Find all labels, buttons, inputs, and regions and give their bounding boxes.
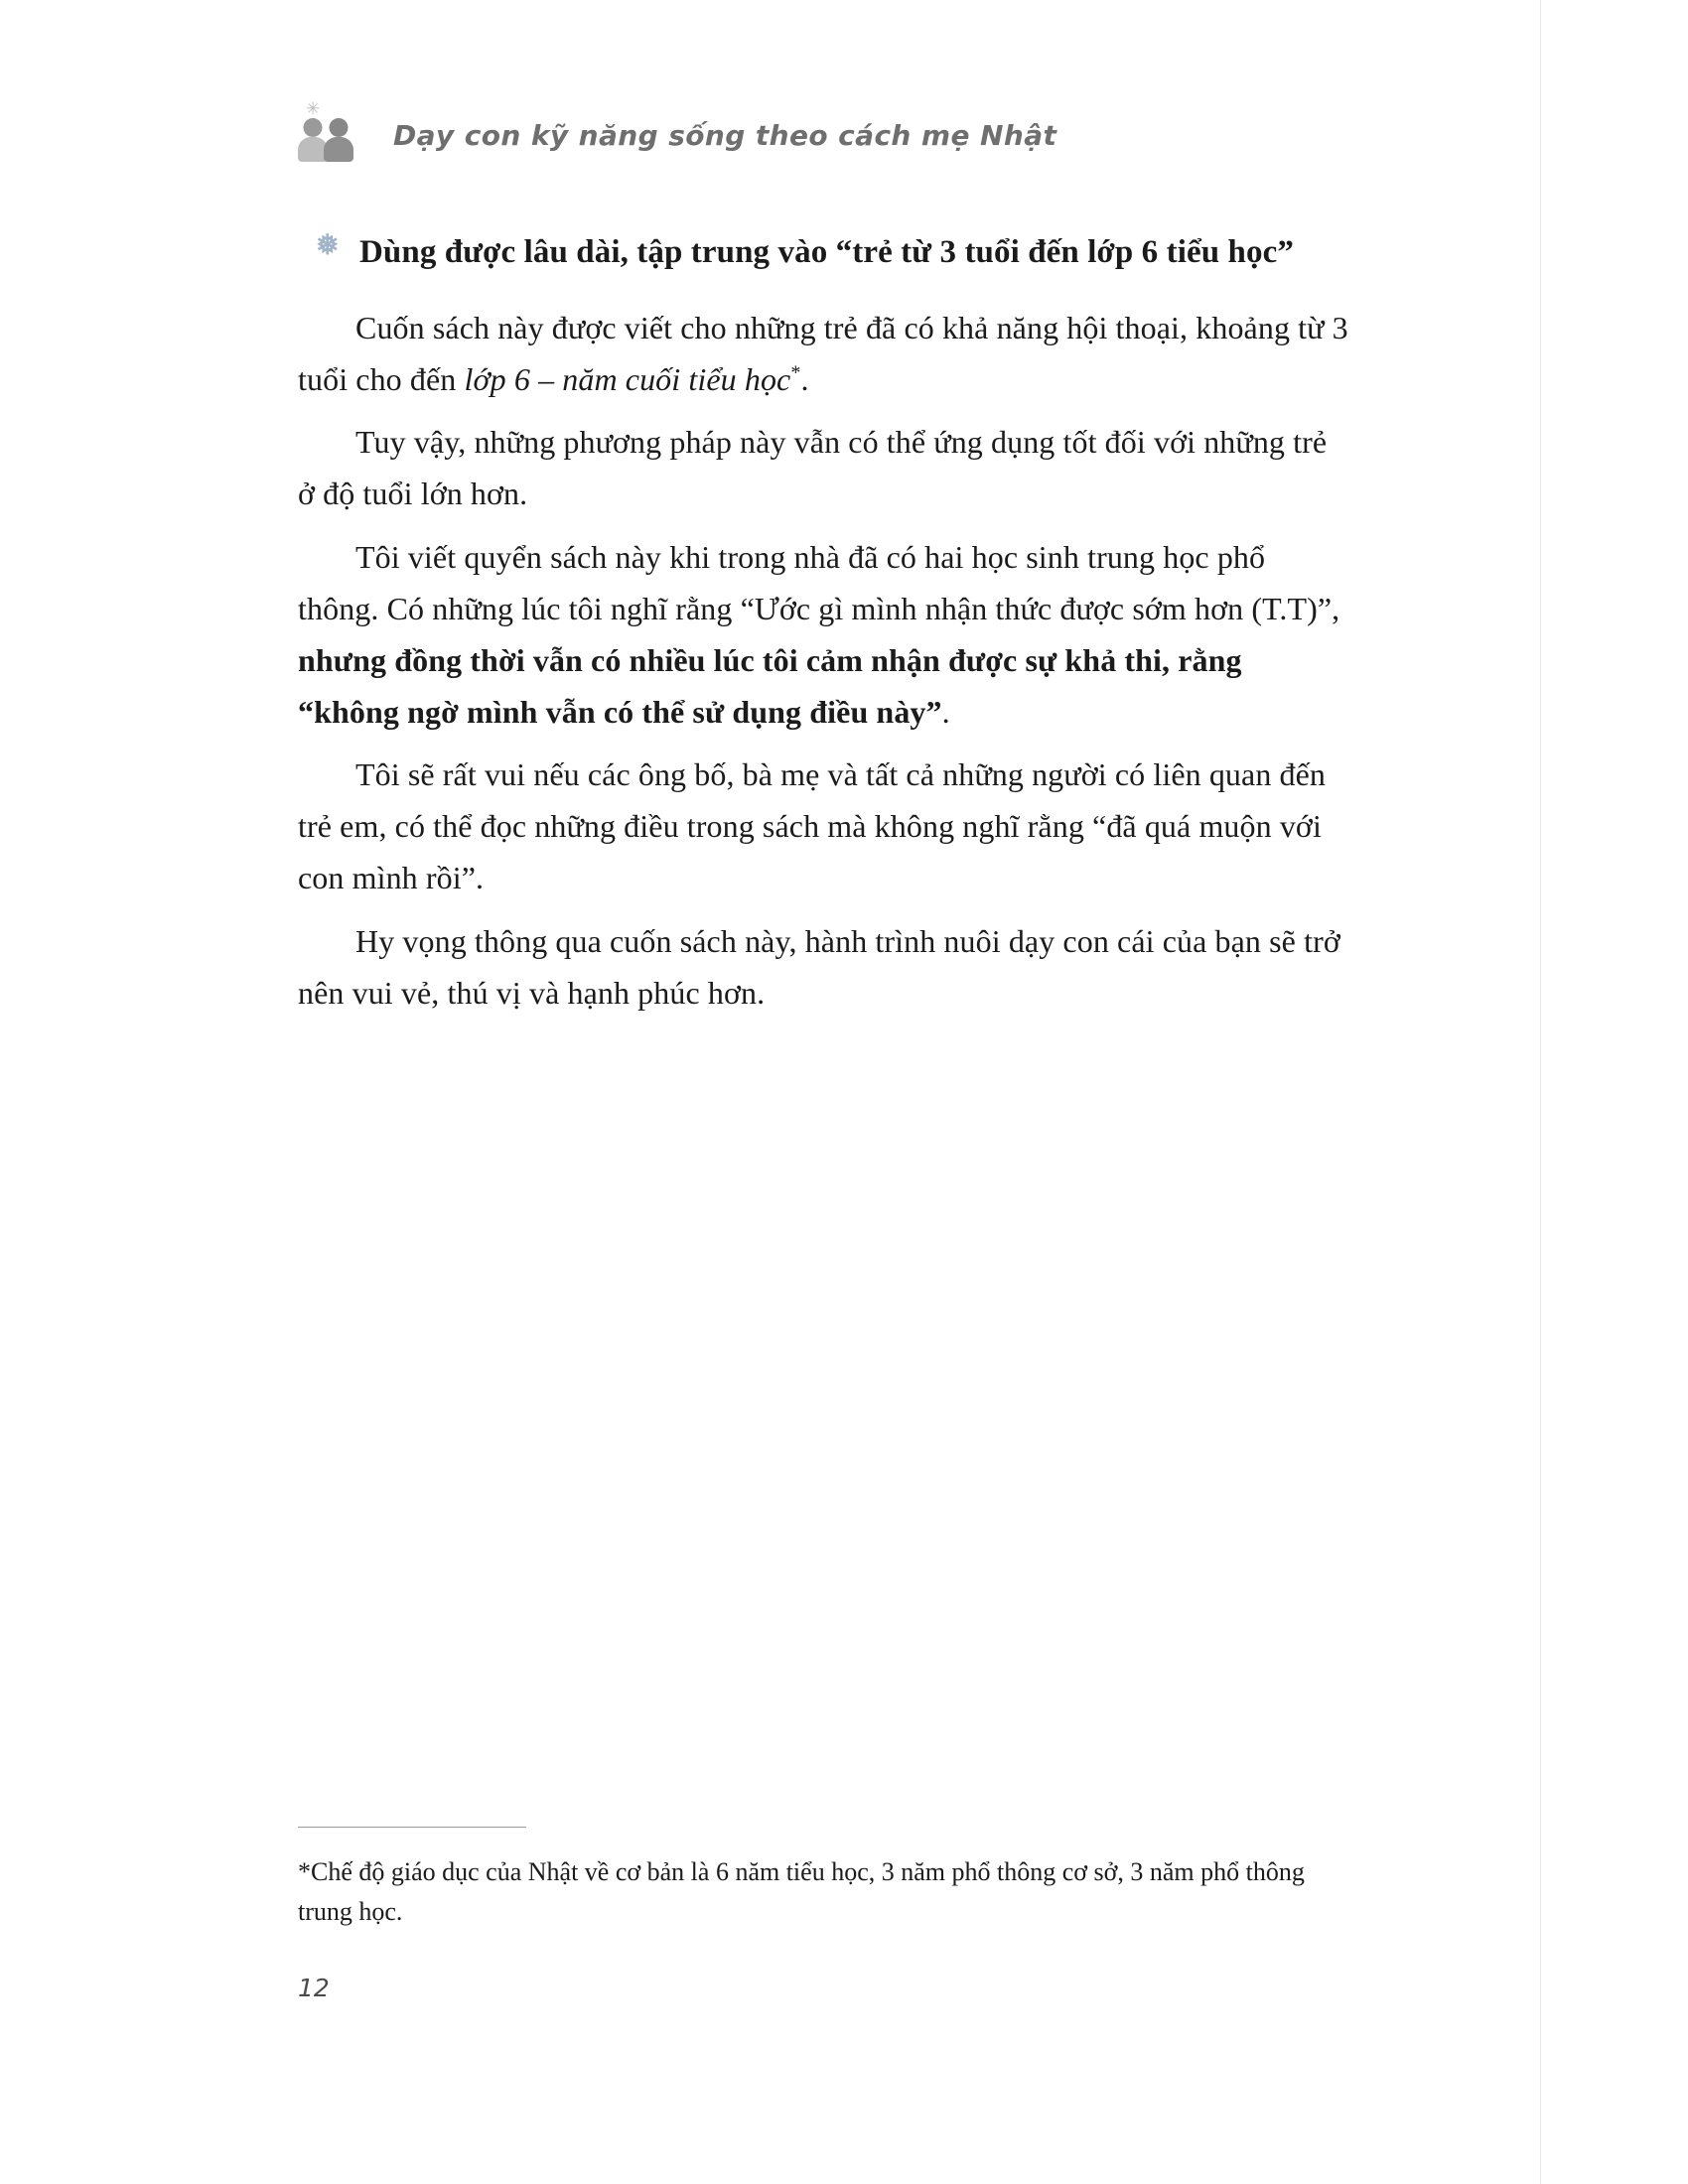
text-run: . (941, 693, 950, 730)
section-heading-text: Dùng được lâu dài, tập trung vào “trẻ từ 3 tuổi đến lớp 6 tiểu học” (359, 234, 1294, 270)
paragraph (298, 916, 1350, 1020)
paragraph (298, 303, 1350, 406)
text-run: Tuy vậy, những phương pháp này vẫn có thể ứng dụng tốt đối với những trẻ ở độ tuổi lớn hơn. (298, 424, 1328, 512)
child-figure-right-icon (324, 118, 353, 162)
text-run: Cuốn sách này được viết cho những trẻ đã có khả năng hội thoại, khoảng từ 3 tuổi cho đến (298, 309, 1348, 397)
text-run: Hy vọng thông qua cuốn sách này, hành trình nuôi dạy con cái của bạn sẽ trở nên vui vẻ, thú vị và hạnh phúc hơn. (298, 922, 1340, 1011)
running-header-title: Dạy con kỹ năng sống theo cách mẹ Nhật (393, 118, 1057, 152)
section-heading (298, 228, 1350, 277)
running-header (298, 95, 1390, 175)
footnote-text: *Chế độ giáo dục của Nhật về cơ bản là 6 năm tiểu học, 3 năm phổ thông cơ sở, 3 năm phổ thông trung học. (298, 1857, 1305, 1926)
child-head-left (304, 118, 323, 137)
footnote-separator (298, 1827, 526, 1828)
child-body-right (324, 137, 353, 162)
text-run-italic: lớp 6 – năm cuối tiểu học (464, 360, 791, 397)
page-edge-line (1540, 0, 1541, 2184)
text-run-bold: nhưng đồng thời vẫn có nhiều lúc tôi cảm nhận được sự khả thi, rằng “không ngờ mình vẫn có thể sử dụng điều này” (298, 641, 1242, 730)
paragraph (298, 750, 1350, 903)
flower-bullet-icon: ❅ (316, 230, 340, 261)
two-children-figures-icon (298, 99, 371, 168)
text-run: . (800, 360, 809, 397)
child-head-right (330, 118, 349, 137)
page-number: 12 (298, 1974, 330, 2002)
text-run: Tôi viết quyển sách này khi trong nhà đã có hai học sinh trung học phổ thông. Có những lúc tôi nghĩ rằng “Ước gì mình nhận thức được sớm hơn (T.T)”, (298, 539, 1340, 626)
footnote-marker: * (790, 361, 801, 383)
paragraph (298, 532, 1350, 738)
paragraph (298, 417, 1350, 520)
sparkle-icon: ✳ (306, 99, 321, 118)
page-content (298, 228, 1350, 1025)
text-run: Tôi sẽ rất vui nếu các ông bố, bà mẹ và tất cả những người có liên quan đến trẻ em, có thể đọc những điều trong sách mà không nghĩ rằng “đã quá muộn với con mình rồi”. (298, 756, 1327, 896)
